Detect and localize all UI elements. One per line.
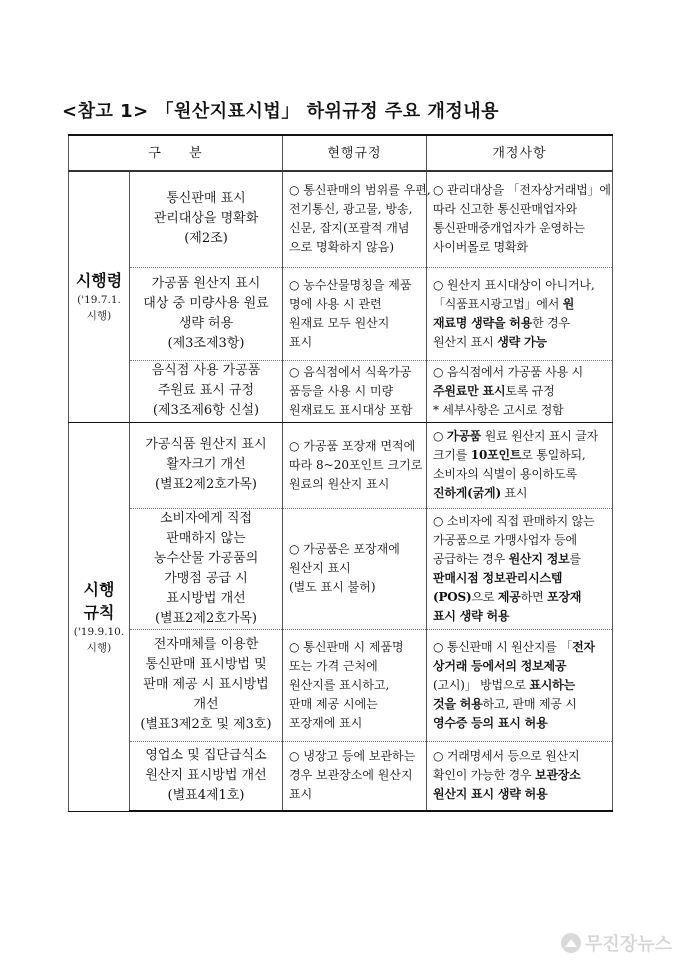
current-rule-cell-line: 표시 (289, 787, 313, 802)
current-rule-cell-line: 품등을 사용 시 미량 (289, 383, 394, 398)
text-segment: 소비자의 식별이 용이하도록 (433, 467, 577, 481)
revision-cell-line (433, 657, 606, 676)
bold-text: 판매시점 정보관리시스템 (433, 570, 563, 585)
bold-text: 원산지 표시 생략 허용 (433, 787, 548, 802)
revision-cell (427, 741, 613, 811)
item-cell-line: 활자크기 개선 (166, 457, 246, 472)
text-segment: ○ 음식점에서 가공품 사용 시 (433, 364, 584, 379)
item-cell-line: (별표2제2호가목) (154, 610, 258, 626)
table-row (69, 267, 613, 360)
item-cell-line: 가맹점 공급 시 (164, 570, 248, 586)
bold-text: 것을 허용 (433, 696, 483, 711)
item-cell-line: 원산지 표시방법 개선 (145, 767, 267, 783)
bold-text: 전자 (572, 639, 595, 654)
page-title: <참고 1> 「원산지표시법」 하위규정 주요 개정내용 (62, 101, 500, 122)
item-cell-line: 통신판매 표시방법 및 (145, 657, 267, 672)
bold-text: 원산지 정보 (508, 551, 570, 566)
item-cell-line: 생략 허용 (178, 315, 234, 331)
item-cell-line: (제3조제3항) (167, 335, 245, 351)
current-rule-cell (283, 422, 427, 508)
revision-cell-line (433, 238, 606, 257)
current-rule-cell-line: 판매 제공 시에는 (289, 696, 378, 711)
text-segment: 표시 (500, 486, 528, 500)
text-segment: (고시)」 방법으로 (433, 677, 530, 692)
bold-text: 제공 (497, 589, 521, 604)
revision-cell-line (433, 333, 606, 352)
section-effective-date: 시행) (86, 641, 112, 654)
bold-text: 표시 생략 허용 (433, 608, 510, 623)
revision-cell-line (433, 181, 611, 200)
text-segment: 「식품표시광고법」에서 (433, 296, 563, 311)
bold-text: 표시하는 (529, 677, 575, 692)
table-row (69, 422, 613, 508)
current-rule-cell-line: ○ 가공품 포장재 면적에 (289, 438, 416, 453)
current-rule-cell-line: 원료의 원산지 표시 (289, 476, 390, 491)
revision-cell (427, 171, 613, 267)
revision-cell-line (433, 512, 606, 531)
bold-text: (POS) (433, 589, 472, 604)
current-rule-cell (283, 508, 427, 629)
text-segment: 하면 (520, 589, 548, 604)
header-current: 현행규정 (283, 135, 427, 171)
text-segment: ○ 거래명세서 등으로 원산지 (433, 749, 580, 764)
bold-text: 상거래 등에서의 정보제공 (433, 658, 567, 673)
text-segment: ○ 관리대상을 「전자상거래법」에 (433, 183, 611, 198)
revision-cell (427, 508, 613, 629)
section-effective-date: 시행) (86, 310, 112, 323)
current-rule-cell (283, 360, 427, 422)
item-cell-line: 전자매체를 이용한 (153, 637, 259, 652)
revision-cell-line (433, 295, 606, 314)
current-rule-cell-line: 원재료도 표시대상 포함 (289, 402, 413, 417)
revision-cell-line (433, 200, 606, 219)
text-segment: 가공품으로 가맹사업자 등에 (433, 532, 577, 547)
table-header-row (69, 135, 613, 171)
current-rule-cell (283, 171, 431, 267)
text-segment: 크기를 (433, 448, 471, 462)
section-label (69, 422, 130, 811)
item-cell (130, 422, 283, 508)
revision-cell (427, 422, 613, 508)
item-cell-line: 통신판매 표시 (166, 191, 246, 207)
item-cell-line: (제3조제6항 신설) (152, 403, 260, 418)
bold-text: 영수증 등의 표시 허용 (433, 715, 548, 730)
item-cell-line: 대상 중 미량사용 원료 (143, 295, 269, 311)
item-cell-line: 가공식품 원산지 표시 (145, 437, 267, 452)
text-segment: 를 (569, 551, 581, 566)
revision-cell-line (433, 766, 606, 785)
current-rule-cell (283, 629, 427, 741)
current-rule-cell-line: 명에 사용 시 관련 (289, 296, 382, 311)
revision-cell-line (433, 314, 606, 333)
current-rule-cell-line: 원재료 모두 원산지 (289, 315, 390, 330)
text-segment: 원산지 표시 (433, 334, 498, 349)
item-cell-line: 관리대상을 명확화 (153, 211, 259, 227)
bold-text: 보관장소 (534, 768, 581, 783)
bold-text: 포장재 (547, 589, 582, 604)
item-cell (130, 741, 283, 811)
section-name: 시행령 (75, 271, 123, 291)
item-cell-line: (별표4제1호) (167, 787, 245, 803)
bold-text: 진하게(굵게) (433, 486, 501, 500)
watermark-logo (561, 930, 672, 956)
current-rule-cell-line: 또는 가격 근처에 (289, 658, 378, 673)
bold-text: 주원료만 표시 (433, 383, 506, 398)
current-rule-cell-line: 으로 명확하지 않음) (289, 240, 395, 255)
current-rule-cell-line: 원산지를 표시하고, (289, 677, 390, 692)
current-rule-cell-line: 포장재에 표시 (289, 715, 363, 730)
text-segment: ○ 소비자에 직접 판매하지 않는 (433, 513, 595, 528)
revision-cell-line (433, 676, 606, 695)
section-effective-date: ('19.7.1. (77, 294, 121, 307)
item-cell-line: (별표3제2호 및 제3호) (140, 717, 272, 732)
text-segment: 으로 (471, 589, 498, 604)
bold-text: 생략 가능 (497, 334, 547, 349)
current-rule-cell (283, 267, 427, 360)
table-row (69, 741, 613, 811)
revision-cell-line (433, 588, 606, 607)
revision-cell-line (433, 465, 606, 484)
revision-cell-line (433, 446, 606, 465)
current-rule-cell-line: 전기통신, 광고물, 방송, (289, 202, 413, 217)
current-rule-cell-line: (별도 표시 불허) (289, 580, 376, 594)
text-segment: 공급하는 경우 (433, 551, 509, 566)
item-cell-line: 주원료 표시 규정 (157, 383, 255, 398)
current-rule-cell-line: ○ 음식점에서 식육가공 (289, 364, 412, 379)
item-cell (130, 508, 283, 629)
text-segment: 확인이 가능한 경우 (433, 768, 535, 783)
item-cell-line: 표시방법 개선 (166, 590, 246, 606)
item-cell-line: 가공품 원산지 표시 (151, 275, 261, 291)
text-segment: 토록 규정 (505, 383, 555, 398)
revision-cell-line (433, 638, 606, 657)
item-cell (130, 360, 283, 422)
revision-cell-line (433, 747, 606, 766)
mountain-icon (561, 933, 581, 953)
section-label (69, 171, 130, 422)
current-rule-cell-line: ○ 가공품은 포장재에 (289, 542, 400, 556)
current-rule-cell-line: 원산지 표시 (289, 561, 351, 575)
item-cell-line: 농수산물 가공품의 (153, 550, 259, 566)
revision-cell (427, 360, 613, 422)
revision-cell-line (433, 363, 606, 382)
item-cell (130, 267, 283, 360)
regulation-table (68, 134, 613, 812)
item-cell (130, 629, 283, 741)
text-segment: 사이버몰로 명확화 (433, 240, 528, 255)
revision-cell-line (433, 531, 606, 550)
revision-cell-line (433, 569, 606, 588)
current-rule-cell-line: ○ 냉장고 등에 보관하는 (289, 749, 416, 764)
current-rule-cell-line: ○ 농수산물명칭을 제품 (289, 277, 412, 292)
text-segment: 한 경우 (532, 315, 570, 330)
item-cell-line: (제2조) (184, 231, 228, 247)
revision-cell-line (433, 785, 606, 804)
watermark-text: 무진장뉴스 (585, 934, 672, 955)
text-segment: 원료 원산지 표시 글자 (481, 429, 599, 443)
item-cell-line: 판매하지 않는 (166, 530, 246, 546)
item-cell (130, 171, 283, 267)
revision-cell-line (433, 695, 606, 714)
current-rule-cell (283, 741, 427, 811)
current-rule-cell-line: ○ 통신판매의 범위를 우편, (289, 183, 431, 198)
item-cell-line: 영업소 및 집단급식소 (145, 747, 267, 763)
item-cell-line: 개선 (193, 697, 219, 712)
current-rule-cell-line: ○ 통신판매 시 제품명 (289, 639, 404, 654)
text-segment: 따라 신고한 통신판매업자와 (433, 202, 577, 217)
revision-cell-line (433, 550, 606, 569)
revision-cell-line (433, 276, 606, 295)
section-name: 시행 (83, 579, 115, 599)
text-segment: ○ 원산지 표시대상이 아니거나, (433, 277, 595, 292)
current-rule-cell-line: 표시 (289, 334, 313, 349)
header-revision: 개정사항 (427, 135, 613, 171)
revision-cell-line (433, 484, 606, 503)
revision-cell-line (433, 382, 606, 401)
table-row (69, 171, 613, 267)
revision-cell-line (433, 607, 606, 626)
item-cell-line: (별표2제2호가목) (154, 477, 258, 492)
text-segment: ○ (433, 429, 447, 443)
revision-cell-line (433, 219, 606, 238)
text-segment: 로 통일하되, (521, 448, 586, 462)
bold-text: 재료명 생략을 허용 (433, 315, 533, 330)
text-segment: 통신판매중개업자가 운영하는 (433, 221, 585, 236)
text-segment: ○ 통신판매 시 원산지를 「 (433, 639, 573, 654)
header-category: 구 분 (69, 135, 283, 171)
table-row (69, 629, 613, 741)
text-segment: 하고, 판매 제공 시 (482, 696, 577, 711)
item-cell-line: 음식점 사용 가공품 (151, 363, 261, 378)
current-rule-cell-line: 따라 8~20포인트 크기로 (289, 457, 423, 472)
section-name-line2: 규칙 (83, 602, 115, 622)
current-rule-cell-line: 경우 보관장소에 원산지 (289, 768, 413, 783)
bold-text: 10포인트 (470, 448, 522, 462)
table-row (69, 360, 613, 422)
revision-cell-line (433, 427, 606, 446)
revision-cell (427, 629, 613, 741)
bold-text: 가공품 (446, 429, 482, 443)
table-row (69, 508, 613, 629)
section-effective-date: ('19.9.10. (73, 625, 125, 638)
bold-text: 원 (562, 296, 575, 311)
text-segment: * 세부사항은 고시로 정함 (433, 402, 564, 417)
current-rule-cell-line: 신문, 잡지(포괄적 개념 (289, 221, 410, 236)
revision-cell-line (433, 401, 606, 420)
revision-cell-line (433, 714, 606, 733)
revision-cell (427, 267, 613, 360)
item-cell-line: 판매 제공 시 표시방법 (143, 677, 269, 692)
item-cell-line: 소비자에게 직접 (159, 510, 253, 526)
